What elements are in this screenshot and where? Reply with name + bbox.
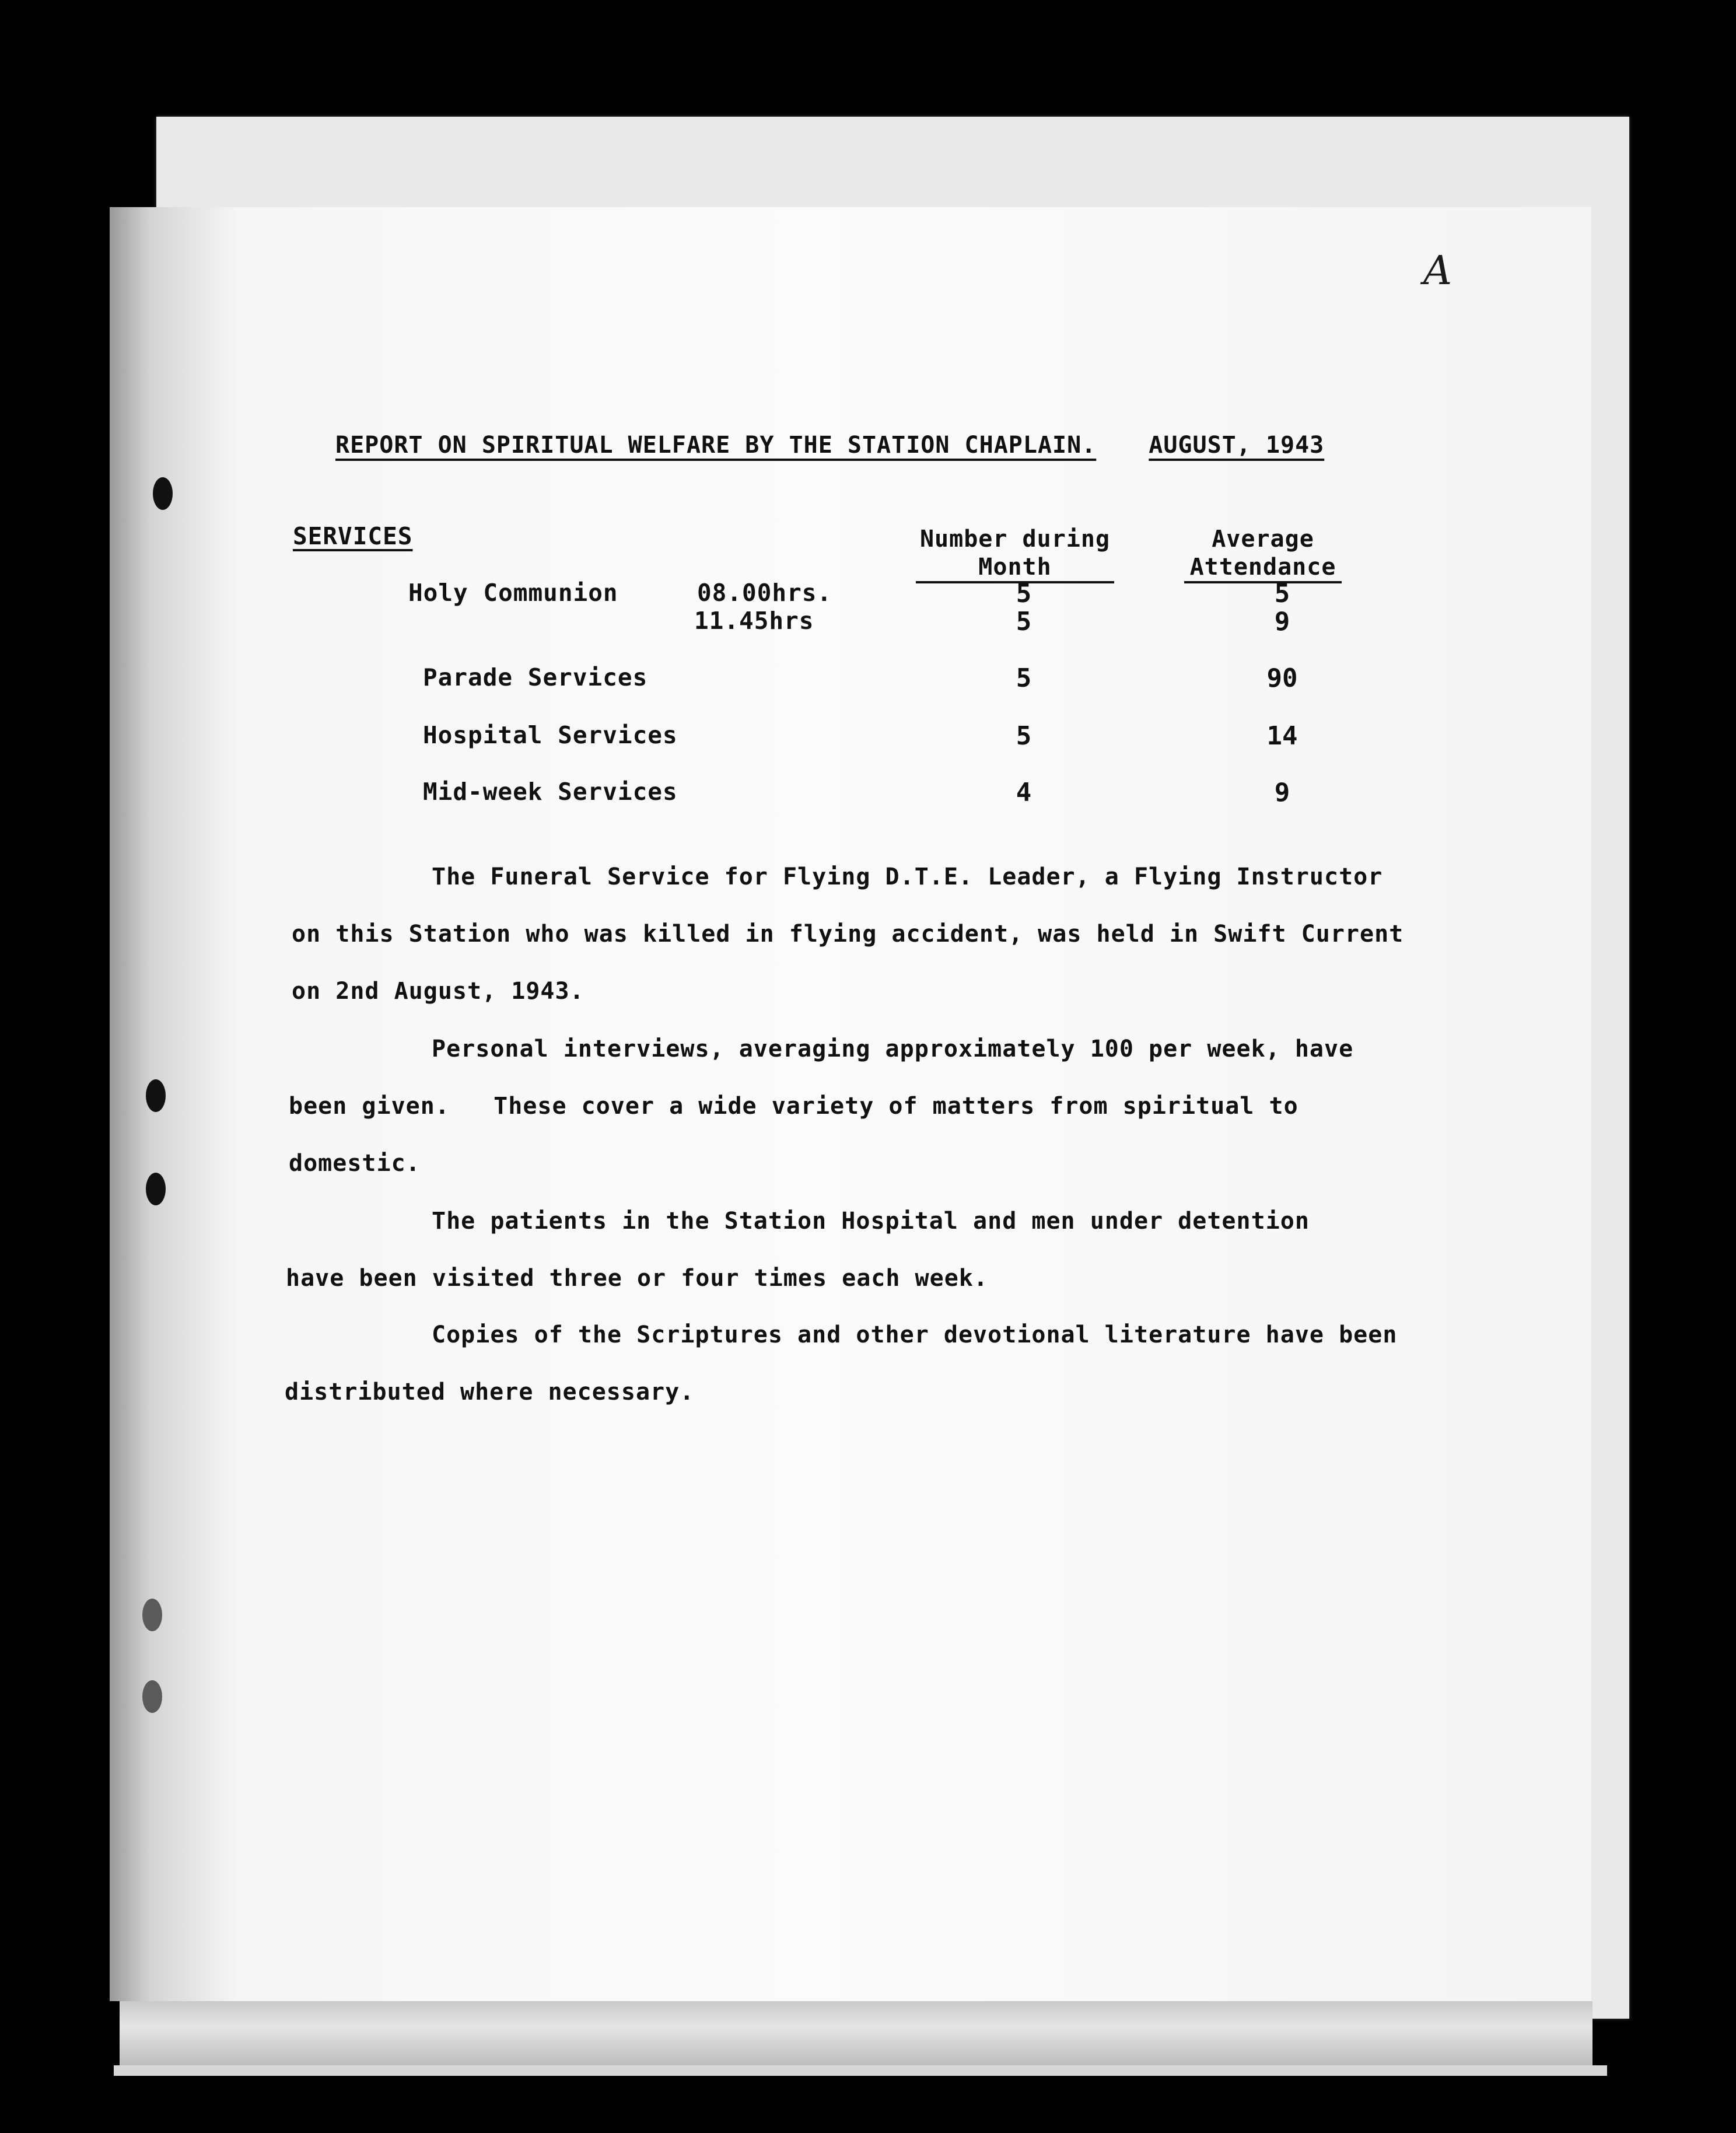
paragraph-line: on this Station who was killed in flying accident, was held in Swift Current <box>292 921 1404 947</box>
service-label: Hospital Services <box>423 721 678 749</box>
service-time: 11.45hrs <box>694 607 814 635</box>
handwritten-corner-mark: A <box>1423 248 1452 294</box>
page-bottom-edge <box>114 2065 1607 2076</box>
service-attendance: 90 <box>1266 663 1298 693</box>
service-label: Mid-week Services <box>423 778 678 806</box>
service-number: 5 <box>1016 721 1032 751</box>
column-header-attendance-line2: Attendance <box>1189 554 1336 581</box>
service-number: 5 <box>1016 579 1032 609</box>
paragraph-line: domestic. <box>289 1150 421 1177</box>
service-label: Parade Services <box>423 663 648 691</box>
punch-hole <box>146 1173 166 1205</box>
page-bottom-strip <box>120 2001 1592 2065</box>
column-header-attendance <box>1184 525 1342 583</box>
paragraph-line: Personal interviews, averaging approximately 100 per week, have <box>432 1036 1354 1062</box>
document-title <box>335 432 1324 459</box>
service-attendance: 9 <box>1274 607 1290 637</box>
paragraph-line: distributed where necessary. <box>285 1379 695 1405</box>
column-header-number-line2: Month <box>978 554 1052 581</box>
paragraph-line: The Funeral Service for Flying D.T.E. Leader, a Flying Instructor <box>432 863 1383 890</box>
services-heading: SERVICES <box>293 522 413 550</box>
paragraph-line: been given. These cover a wide variety of matters from spiritual to <box>289 1093 1298 1120</box>
punch-hole <box>142 1599 162 1631</box>
title-text: REPORT ON SPIRITUAL WELFARE BY THE STATION CHAPLAIN. <box>335 432 1097 459</box>
service-attendance: 5 <box>1274 579 1290 609</box>
service-attendance: 14 <box>1266 721 1298 751</box>
service-number: 4 <box>1016 778 1032 807</box>
paragraph-line: Copies of the Scriptures and other devotional literature have been <box>432 1321 1398 1348</box>
service-label: Holy Communion <box>408 579 618 607</box>
paragraph-line: on 2nd August, 1943. <box>292 978 584 1005</box>
column-header-number <box>916 525 1114 583</box>
service-time: 08.00hrs. <box>697 579 832 607</box>
title-date: AUGUST, 1943 <box>1149 432 1325 459</box>
column-header-attendance-line1: Average <box>1212 526 1314 553</box>
paragraph-line: The patients in the Station Hospital and men under detention <box>432 1208 1310 1235</box>
service-attendance: 9 <box>1274 778 1290 807</box>
punch-hole <box>153 477 173 510</box>
punch-hole <box>142 1680 162 1713</box>
service-number: 5 <box>1016 663 1032 693</box>
service-number: 5 <box>1016 607 1032 637</box>
column-header-number-line1: Number during <box>919 526 1111 553</box>
punch-hole <box>146 1079 166 1112</box>
paragraph-line: have been visited three or four times each week. <box>286 1265 988 1292</box>
